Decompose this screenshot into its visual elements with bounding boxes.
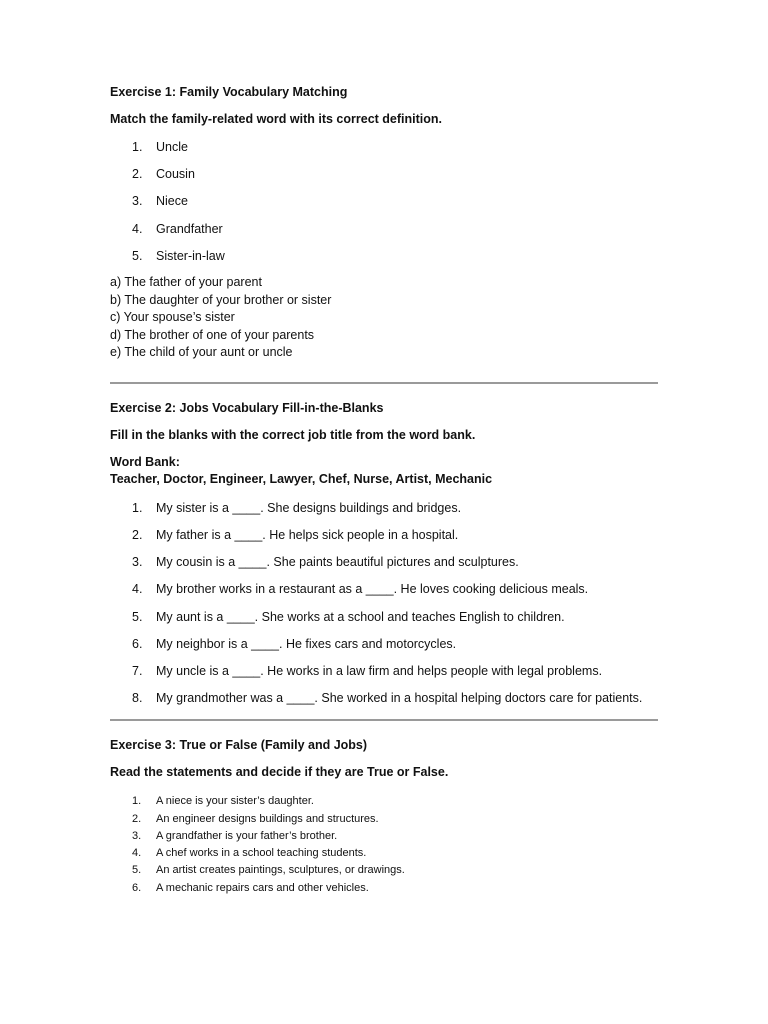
exercise-1-instruction: Match the family-related word with its correct definition. [110, 112, 442, 126]
exercise-1-word-list [110, 138, 658, 265]
exercise-1-definition-list [110, 274, 658, 362]
item-text: Grandfather [156, 221, 223, 236]
item-text: A niece is your sister’s daughter. [156, 795, 314, 808]
item-text: A mechanic repairs cars and other vehicles. [156, 881, 369, 894]
definition-item: a) The father of your parent [110, 274, 262, 289]
item-number: 3. [132, 829, 142, 842]
item-number: 3. [132, 194, 143, 209]
item-number: 1. [132, 795, 142, 808]
exercise-2-instruction: Fill in the blanks with the correct job title from the word bank. [110, 427, 476, 442]
item-number: 2. [132, 167, 143, 182]
worksheet-page [110, 84, 658, 897]
item-number: 5. [132, 609, 143, 624]
item-text: My neighbor is a ____. He fixes cars and motorcycles. [156, 636, 457, 651]
exercise-3-section [110, 737, 658, 897]
exercise-3-title: Exercise 3: True or False (Family and Jobs) [110, 738, 368, 753]
item-text: My father is a ____. He helps sick people in a hospital. [156, 528, 459, 543]
item-number: 5. [132, 248, 143, 263]
item-text: My grandmother was a ____. She worked in a hospital helping doctors care for patients. [156, 691, 643, 706]
item-text: My brother works in a restaurant as a ____. He loves cooking delicious meals. [156, 582, 589, 597]
list-item [110, 220, 658, 238]
list-item [110, 689, 658, 707]
definition-item: b) The daughter of your brother or sister [110, 292, 332, 307]
exercise-3-statement-list [110, 793, 658, 897]
item-text: My cousin is a ____. She paints beautiful pictures and sculptures. [156, 555, 519, 570]
list-item [110, 192, 658, 210]
list-item [110, 247, 658, 265]
list-item [110, 880, 658, 897]
item-number: 1. [132, 140, 143, 154]
item-text: A grandfather is your father’s brother. [156, 829, 338, 842]
item-number: 8. [132, 691, 143, 706]
list-item [110, 828, 658, 845]
item-number: 2. [132, 528, 143, 543]
exercise-1-title: Exercise 1: Family Vocabulary Matching [110, 85, 348, 99]
item-number: 6. [132, 881, 142, 894]
item-text: A chef works in a school teaching students. [156, 847, 367, 860]
item-number: 4. [132, 847, 142, 860]
word-bank-label: Word Bank: [110, 454, 180, 469]
item-number: 2. [132, 812, 142, 825]
list-item [110, 662, 658, 680]
list-item [110, 635, 658, 653]
section-divider [110, 382, 658, 384]
definition-item: e) The child of your aunt or uncle [110, 345, 293, 360]
definition-item: c) Your spouse’s sister [110, 310, 235, 325]
exercise-2-section [110, 400, 658, 707]
list-item [110, 608, 658, 626]
list-item [110, 811, 658, 828]
item-text: Niece [156, 194, 188, 209]
section-divider [110, 719, 658, 721]
item-text: My sister is a ____. She designs buildings and bridges. [156, 500, 462, 515]
list-item [110, 862, 658, 879]
list-item [110, 553, 658, 571]
item-number: 5. [132, 864, 142, 877]
item-number: 7. [132, 664, 143, 679]
exercise-2-title: Exercise 2: Jobs Vocabulary Fill-in-the-Blanks [110, 400, 384, 415]
list-item [110, 526, 658, 544]
item-text: Uncle [156, 140, 188, 154]
list-item [110, 165, 658, 183]
list-item [110, 793, 658, 810]
exercise-2-question-list [110, 499, 658, 707]
item-text: My aunt is a ____. She works at a school and teaches English to children. [156, 609, 565, 624]
item-number: 4. [132, 221, 143, 236]
item-text: An artist creates paintings, sculptures, or drawings. [156, 864, 405, 877]
item-text: An engineer designs buildings and structures. [156, 812, 379, 825]
item-text: Sister-in-law [156, 248, 225, 263]
list-item [110, 499, 658, 517]
exercise-1-section [110, 84, 658, 362]
list-item [110, 580, 658, 598]
list-item [110, 138, 658, 156]
item-number: 3. [132, 555, 143, 570]
item-number: 4. [132, 582, 143, 597]
definition-item: d) The brother of one of your parents [110, 327, 315, 342]
item-text: My uncle is a ____. He works in a law firm and helps people with legal problems. [156, 664, 603, 679]
word-bank-words: Teacher, Doctor, Engineer, Lawyer, Chef, Nurse, Artist, Mechanic [110, 472, 493, 487]
exercise-3-instruction: Read the statements and decide if they are True or False. [110, 765, 449, 780]
item-text: Cousin [156, 167, 195, 182]
item-number: 1. [132, 500, 143, 515]
list-item [110, 845, 658, 862]
item-number: 6. [132, 636, 143, 651]
